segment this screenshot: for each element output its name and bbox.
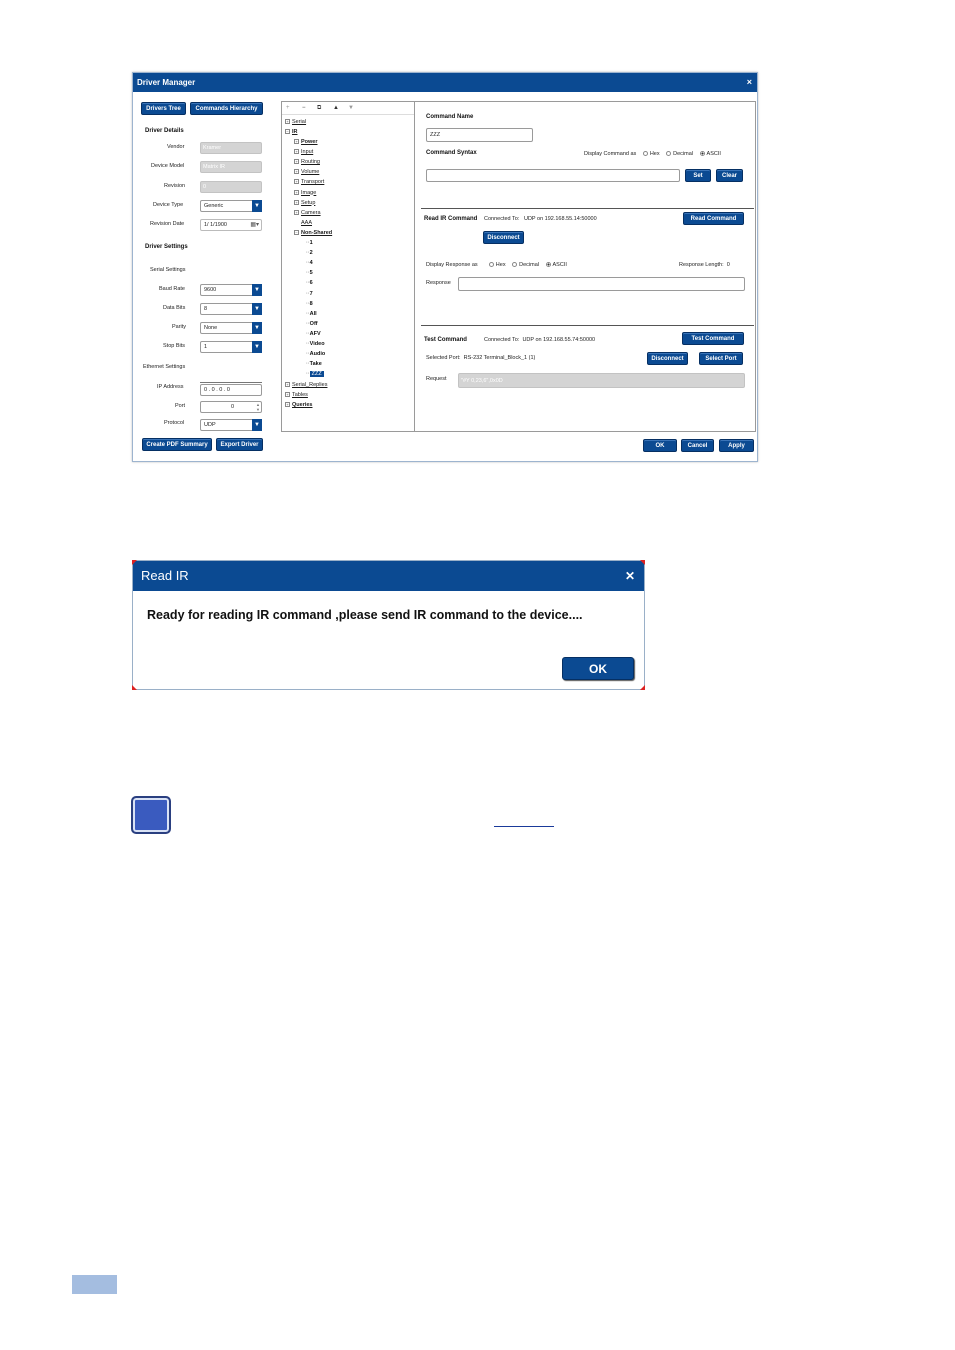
collapse-icon[interactable]: − <box>295 230 298 236</box>
tree-node-label: Image <box>301 189 317 196</box>
divider <box>421 325 754 326</box>
stop-bits-select[interactable] <box>200 341 262 353</box>
tree-node-non-shared[interactable] <box>294 230 332 236</box>
read-command-button[interactable]: Read Command <box>683 212 744 225</box>
revision-date-picker[interactable] <box>200 219 262 231</box>
ok-button[interactable]: OK <box>643 439 677 452</box>
radio-label: Decimal <box>519 262 539 268</box>
driver-manager-window <box>132 72 758 462</box>
tree-node-label: IR <box>292 129 298 135</box>
tree-leaf-label: 2 <box>309 250 313 257</box>
tree-leaf-label: Video <box>309 341 325 347</box>
tree-node-label: Power <box>301 139 318 145</box>
revision-label: Revision <box>164 183 186 189</box>
tree-node-input[interactable] <box>294 149 313 155</box>
stop-bits-label: Stop Bits <box>163 343 186 349</box>
tree-node-label: Serial_Replies <box>292 382 328 388</box>
revision-date-label: Revision Date <box>150 221 185 227</box>
test-disconnect-button[interactable]: Disconnect <box>647 352 688 365</box>
note-icon <box>131 796 171 834</box>
radio-decimal[interactable] <box>512 262 517 267</box>
stop-bits-value: 1 <box>204 344 208 350</box>
tree-leaf-afv[interactable]: ··AFV <box>306 330 321 337</box>
tree-node-label: Routing <box>301 159 320 166</box>
dialog-message: Ready for reading IR command ,please send IR command to the device.... <box>147 608 583 622</box>
request-label: Request <box>426 376 447 382</box>
expand-icon[interactable]: + <box>295 179 298 185</box>
tree-leaf-label: 1 <box>309 240 313 246</box>
display-response-as-label: Display Response as <box>426 262 478 268</box>
data-bits-select[interactable] <box>200 303 262 315</box>
radio-decimal[interactable] <box>666 151 671 156</box>
response-label: Response <box>426 280 451 286</box>
expand-icon[interactable]: + <box>295 189 298 195</box>
tree-leaf-label: 4 <box>309 260 313 267</box>
corner-marker <box>132 685 137 690</box>
parity-value: None <box>204 325 218 331</box>
tab-commands-hierarchy[interactable]: Commands Hierarchy <box>190 102 263 115</box>
link-underline[interactable] <box>494 826 554 827</box>
tree-leaf-7[interactable]: ··7 <box>306 290 313 297</box>
page-number-bar <box>72 1275 117 1294</box>
driver-settings-heading: Driver Settings <box>145 244 188 250</box>
read-ir-command-label: Read IR Command <box>424 216 478 222</box>
tree-node-label: Input <box>301 149 314 156</box>
tree-node-serial-replies[interactable] <box>285 382 327 388</box>
tree-node-power[interactable] <box>294 139 318 145</box>
corner-marker <box>640 560 645 565</box>
tree-node-volume[interactable] <box>294 169 319 175</box>
tree-node-queries[interactable] <box>285 402 312 408</box>
request-field[interactable]: "#Y 0,23,6",0x0D <box>458 373 745 388</box>
chevron-down-icon[interactable]: ▼ <box>252 341 262 353</box>
tree-leaf-label: Take <box>309 361 322 368</box>
ip-address-label: IP Address <box>157 384 184 390</box>
tree-leaf-label: Audio <box>309 351 326 358</box>
expand-icon[interactable]: + <box>295 159 298 165</box>
port-stepper[interactable] <box>200 401 262 413</box>
protocol-value: UDP <box>204 422 216 428</box>
radio-ascii[interactable] <box>700 151 705 156</box>
command-syntax-input[interactable] <box>426 169 680 182</box>
connected-label: Connected To: <box>484 337 520 343</box>
ethernet-settings-heading: Ethernet Settings <box>143 364 186 370</box>
radio-label: Hex <box>649 151 660 157</box>
radio-label: ASCII <box>706 151 721 157</box>
corner-marker <box>132 560 137 565</box>
create-pdf-summary-button[interactable]: Create PDF Summary <box>142 438 212 451</box>
display-command-as-label: Display Command as <box>584 151 637 157</box>
data-bits-value: 8 <box>204 306 208 312</box>
tree-leaf-4[interactable]: ··4 <box>306 260 313 267</box>
tree-toolbar <box>282 102 414 115</box>
select-port-button[interactable]: Select Port <box>699 352 743 365</box>
tree-leaf-8[interactable]: ··8 <box>306 300 313 307</box>
response-length-label: Response Length: <box>679 262 724 268</box>
connected-value: UDP on 192.168.55.14:50000 <box>523 216 597 222</box>
selected-port-label: Selected Port: <box>426 355 461 361</box>
tree-node-label: Camera <box>301 209 321 216</box>
revision-date-value: 1/ 1/1900 <box>204 222 227 228</box>
move-down-icon[interactable]: ▼ <box>348 105 354 111</box>
tree-leaf-label: 5 <box>309 270 313 277</box>
baud-rate-select[interactable] <box>200 284 262 296</box>
tree-leaf-label: ZZZ <box>311 371 322 378</box>
read-ir-dialog <box>132 560 645 690</box>
tree-leaf-take[interactable]: ··Take <box>306 361 322 368</box>
device-type-value: Generic <box>204 203 224 209</box>
driver-details-heading: Driver Details <box>145 128 184 134</box>
expand-icon[interactable]: + <box>295 149 298 155</box>
parity-label: Parity <box>172 324 187 330</box>
commands-tree <box>281 101 415 432</box>
tree-leaf-label: 6 <box>309 280 313 287</box>
radio-label: ASCII <box>552 262 567 268</box>
tree-leaf-all[interactable]: ··All <box>306 310 317 317</box>
revision-field[interactable]: 0 <box>200 181 262 193</box>
serial-settings-heading: Serial Settings <box>150 267 186 273</box>
read-ir-disconnect-button[interactable]: Disconnect <box>483 231 524 244</box>
tree-leaf-off[interactable]: ··Off <box>306 320 318 327</box>
selected-port-value: RS-232 Terminal_Block_1 (1) <box>463 355 536 361</box>
command-name-input[interactable]: ZZZ <box>426 128 533 142</box>
clear-button[interactable]: Clear <box>716 169 743 182</box>
device-model-field[interactable]: Matrix IR <box>200 161 262 173</box>
ip-address-field[interactable]: 0 . 0 . 0 . 0 <box>200 384 262 396</box>
command-syntax-label: Command Syntax <box>426 150 477 156</box>
device-type-select[interactable] <box>200 200 262 212</box>
tree-node-image[interactable] <box>294 190 316 196</box>
tree-leaf-label: 7 <box>309 290 313 297</box>
dialog-titlebar <box>133 561 644 591</box>
tree-leaf-label: 8 <box>309 300 313 307</box>
test-connected <box>484 337 595 343</box>
response-field[interactable] <box>458 277 745 291</box>
tree-leaf-zzz[interactable]: ·· ZZZ <box>306 371 322 378</box>
tree-leaf-1[interactable]: ··1 <box>306 240 313 246</box>
tree-node-ir[interactable] <box>285 129 298 135</box>
vendor-label: Vendor <box>167 144 185 150</box>
corner-marker <box>640 685 645 690</box>
close-icon[interactable]: ✕ <box>624 569 635 583</box>
tree-leaf-label: AFV <box>309 330 321 337</box>
chevron-down-icon[interactable]: ▼ <box>252 303 262 315</box>
tree-node-label: Non-Shared <box>301 230 333 236</box>
tree-node-label: Volume <box>301 169 320 176</box>
calendar-icon[interactable]: ▦▾ <box>250 222 259 228</box>
baud-rate-value: 9600 <box>204 287 217 293</box>
tree-node-aaa[interactable] <box>294 220 312 226</box>
chevron-down-icon[interactable]: ▼ <box>252 200 262 212</box>
tree-node-setup[interactable] <box>294 200 315 206</box>
read-ir-connected <box>484 216 597 222</box>
tree-node-camera[interactable] <box>294 210 321 216</box>
add-icon[interactable]: + <box>286 105 290 111</box>
divider <box>200 382 262 383</box>
test-command-label: Test Command <box>424 337 467 343</box>
baud-rate-label: Baud Rate <box>159 286 185 292</box>
connected-value: UDP on 192.168.55.74:50000 <box>522 337 596 343</box>
tree-node-label: Transport <box>301 179 325 186</box>
expand-icon[interactable]: + <box>286 392 289 398</box>
tree-leaf-2[interactable]: ··2 <box>306 250 313 257</box>
divider <box>421 208 754 209</box>
tree-node-label: Tables <box>292 392 308 399</box>
device-model-label: Device Model <box>151 163 185 169</box>
response-length-value: 0 <box>726 262 730 268</box>
expand-icon[interactable]: + <box>295 169 298 175</box>
apply-button[interactable]: Apply <box>719 439 754 452</box>
close-icon[interactable]: × <box>746 77 752 87</box>
expand-icon[interactable]: + <box>286 119 289 125</box>
move-up-icon[interactable]: ▲ <box>333 105 339 111</box>
tree-leaf-6[interactable]: ··6 <box>306 280 313 287</box>
tree-node-label: Setup <box>301 199 316 206</box>
set-button[interactable]: Set <box>685 169 711 182</box>
protocol-select[interactable] <box>200 419 262 431</box>
protocol-label: Protocol <box>164 420 185 426</box>
test-command-button[interactable]: Test Command <box>682 332 744 345</box>
copy-icon[interactable]: ⧉ <box>317 105 322 111</box>
connected-label: Connected To: <box>484 216 520 222</box>
chevron-down-icon[interactable]: ▼ <box>252 284 262 296</box>
display-response-as <box>426 262 567 268</box>
tab-drivers-tree[interactable]: Drivers Tree <box>141 102 186 115</box>
dialog-ok-button[interactable]: OK <box>562 657 634 680</box>
selected-port <box>426 355 535 361</box>
stepper-arrows-icon[interactable]: ▲ ▼ <box>256 402 260 412</box>
radio-ascii[interactable] <box>546 262 551 267</box>
cancel-button[interactable]: Cancel <box>681 439 714 452</box>
port-value: 0 <box>230 404 235 410</box>
vendor-field[interactable]: Kramer <box>200 142 262 154</box>
radio-hex[interactable] <box>643 151 648 156</box>
remove-icon[interactable]: − <box>302 105 306 111</box>
radio-label: Decimal <box>673 151 693 157</box>
window-title: Driver Manager <box>137 78 196 87</box>
tree-leaf-label: All <box>309 310 317 317</box>
chevron-down-icon[interactable]: ▼ <box>252 419 262 431</box>
tree-node-routing[interactable] <box>294 159 320 165</box>
command-name-label: Command Name <box>426 114 474 120</box>
device-type-label: Device Type <box>153 202 184 208</box>
tree-node-label: Queries <box>292 402 313 409</box>
port-label: Port <box>175 403 186 409</box>
export-driver-button[interactable]: Export Driver <box>216 438 263 451</box>
collapse-icon[interactable]: − <box>286 129 289 135</box>
command-panel <box>415 101 756 432</box>
radio-hex[interactable] <box>489 262 494 267</box>
tree-leaf-audio[interactable]: ··Audio <box>306 351 326 358</box>
tree-node-label: AAA <box>301 219 313 226</box>
window-titlebar <box>133 73 757 92</box>
expand-icon[interactable]: + <box>286 382 289 388</box>
tree-node-serial[interactable] <box>285 119 306 125</box>
dialog-title: Read IR <box>141 568 189 583</box>
tree-node-transport[interactable] <box>294 179 324 185</box>
display-command-as <box>584 151 721 157</box>
expand-icon[interactable]: + <box>295 139 298 145</box>
data-bits-label: Data Bits <box>163 305 186 311</box>
response-length <box>679 262 730 268</box>
parity-select[interactable] <box>200 322 262 334</box>
tree-node-label: Serial <box>292 119 307 125</box>
tree-leaf-video[interactable]: ··Video <box>306 341 325 347</box>
expand-icon[interactable]: + <box>295 209 298 215</box>
radio-label: Hex <box>495 262 506 268</box>
tree-node-tables[interactable] <box>285 392 308 398</box>
chevron-down-icon[interactable]: ▼ <box>252 322 262 334</box>
tree-leaf-label: Off <box>309 320 318 327</box>
expand-icon[interactable]: + <box>286 402 289 408</box>
tree-leaf-5[interactable]: ··5 <box>306 270 313 277</box>
expand-icon[interactable]: + <box>295 199 298 205</box>
